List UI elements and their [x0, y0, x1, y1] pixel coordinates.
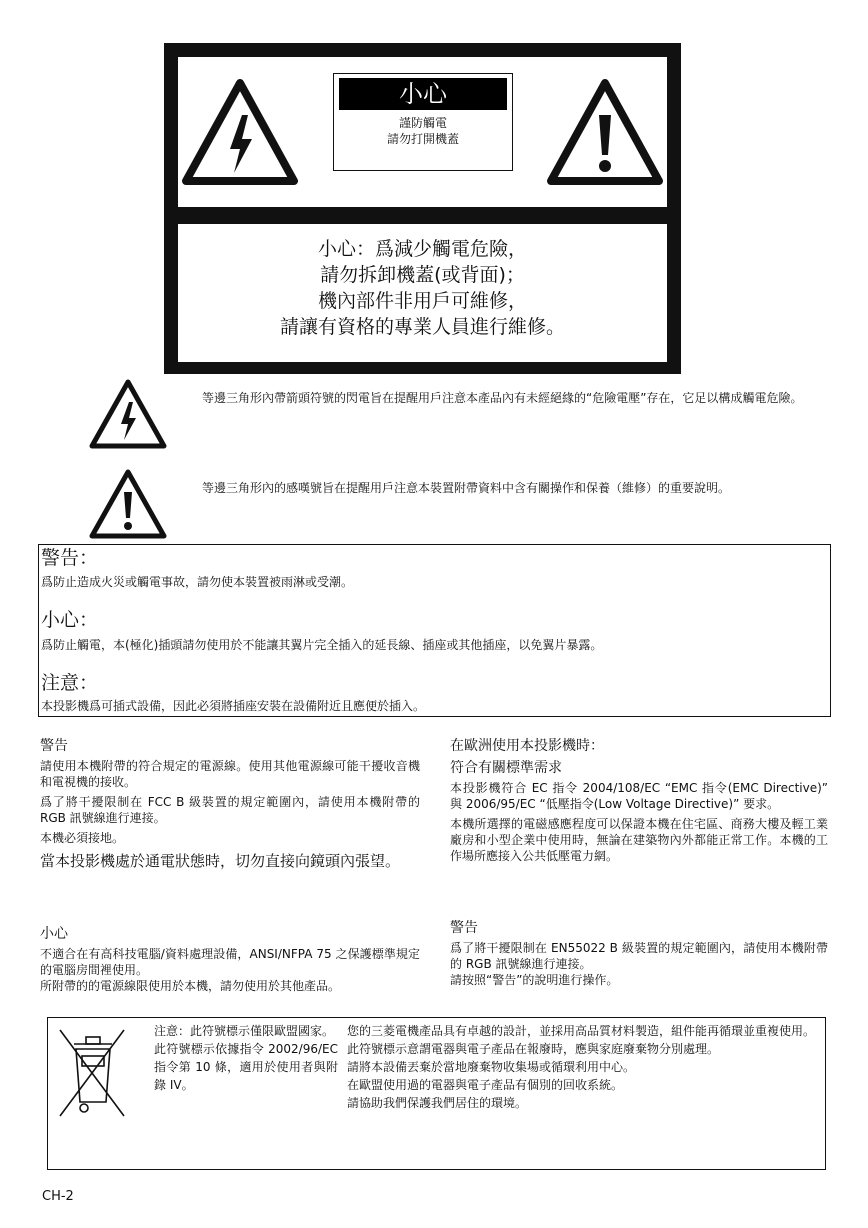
left-warning-heading: 警告 [40, 738, 68, 754]
lightning-explanation: 等邊三角形內帶箭頭符號的閃電旨在提醒用戶注意本產品內有未經絕緣的“危險電壓”存在，它足以構成觸電危險。 [202, 391, 803, 405]
weee-line: 請將本設備丟棄於當地廢棄物收集場或循環利用中心。 [347, 1060, 636, 1074]
weee-recycling-box [47, 1017, 826, 1170]
exclamation-symbol-icon [88, 468, 168, 540]
right-paragraph: 請按照“警告”的說明進行操作。 [450, 973, 619, 987]
crossed-out-wheelie-bin-icon [54, 1022, 128, 1120]
caution-message-line: 請勿拆卸機蓋(或背面)； [320, 264, 525, 286]
caution-heading: 小心： [41, 609, 99, 631]
left-paragraph: 不適合在有高科技電腦/資料處理設備，ANSI/NFPA 75 之保護標準規定的電腦房間裡使用。 [40, 947, 420, 977]
right-column-warning [450, 918, 828, 992]
weee-line: 在歐盟使用過的電器與電子產品有個別的回收系統。 [347, 1078, 624, 1092]
weee-note [154, 1022, 338, 1094]
left-caution-heading: 小心 [40, 926, 68, 942]
exclamation-explanation: 等邊三角形內的感嘆號旨在提醒用戶注意本裝置附帶資料中含有關操作和保養（維修）的重要說明。 [202, 481, 731, 495]
right-warning-heading: 警告 [450, 920, 478, 936]
left-paragraph: 本機必須接地。 [40, 831, 125, 845]
right-column [450, 736, 828, 868]
right-heading-europe: 在歐洲使用本投影機時： [450, 738, 604, 754]
note-text: 本投影機爲可插式設備，因此必須將插座安裝在設備附近且應便於插入。 [41, 699, 426, 713]
left-paragraph: 所附帶的的電源線限使用於本機，請勿使用於其他產品。 [40, 979, 341, 993]
warning-text: 爲防止造成火災或觸電事故，請勿使本裝置被雨淋或受潮。 [41, 575, 354, 589]
caution-message-line: 機內部件非用戶可維修， [317, 290, 527, 312]
right-paragraph: 本機所選擇的電磁感應程度可以保證本機在住宅區、商務大樓及輕工業廠房和小型企業中使用時，無論在建築物內外都能正常工作。本機的工作場所應接入公共低壓電力網。 [450, 817, 828, 863]
caution-message-line: 請讓有資格的專業人員進行維修。 [279, 316, 565, 338]
right-paragraph: 爲了將干擾限制在 EN55022 B 級裝置的規定範圍內，請使用本機附帶的 RGB 訊號線進行連接。 [450, 941, 828, 971]
banner-top-panel [178, 57, 667, 207]
right-heading-standards: 符合有關標準需求 [450, 760, 562, 776]
caution-title: 小心 [339, 78, 507, 110]
electric-shock-symbol-icon [88, 378, 168, 450]
caution-message-line: 小心：爲減少觸電危險， [317, 238, 527, 260]
safety-warning-box [38, 544, 831, 717]
caution-label [333, 73, 513, 171]
caution-line-1: 謹防觸電 [398, 116, 447, 130]
weee-note-directive: 此符號標示依據指令 2002/96/EC 指令第 10 條，適用於使用者與附錄 IV。 [154, 1042, 338, 1092]
weee-description [347, 1022, 817, 1112]
left-paragraph: 當本投影機處於通電狀態時，切勿直接向鏡頭內張望。 [40, 852, 401, 870]
electric-shock-warning-icon [180, 77, 300, 187]
caution-banner [164, 43, 681, 374]
page-number: CH-2 [42, 1189, 74, 1204]
caution-text: 爲防止觸電，本(極化)插頭請勿使用於不能讓其翼片完全插入的延長線、插座或其他插座，以免翼片暴露。 [41, 638, 603, 652]
exclamation-warning-icon [545, 77, 665, 187]
note-heading: 注意： [41, 672, 99, 694]
warning-heading: 警告： [41, 547, 99, 569]
left-column-caution [40, 924, 420, 998]
right-paragraph: 本投影機符合 EC 指令 2004/108/EC “EMC 指令(EMC Directive)” 與 2006/95/EC “低壓指令(Low Voltage Directive)” 要求。 [450, 781, 828, 811]
left-paragraph: 爲了將干擾限制在 FCC B 級裝置的規定範圍內，請使用本機附帶的 RGB 訊號線進行連接。 [40, 795, 420, 825]
caution-line-2: 請勿打開機蓋 [386, 132, 459, 146]
weee-line: 您的三菱電機產品具有卓越的設計，並採用高品質材料製造，組件能再循環並重複使用。 [347, 1024, 816, 1038]
weee-line: 請協助我們保護我們居住的環境。 [347, 1096, 528, 1110]
weee-note-eu: 注意：此符號標示僅限歐盟國家。 [154, 1024, 335, 1038]
left-column [40, 736, 420, 876]
banner-bottom-panel [178, 224, 667, 362]
left-paragraph: 請使用本機附帶的符合規定的電源線。使用其他電源線可能干擾收音機和電視機的接收。 [40, 759, 420, 789]
caution-message [178, 236, 667, 340]
weee-line: 此符號標示意謂電器與電子產品在報廢時，應與家庭廢棄物分別處理。 [347, 1042, 720, 1056]
